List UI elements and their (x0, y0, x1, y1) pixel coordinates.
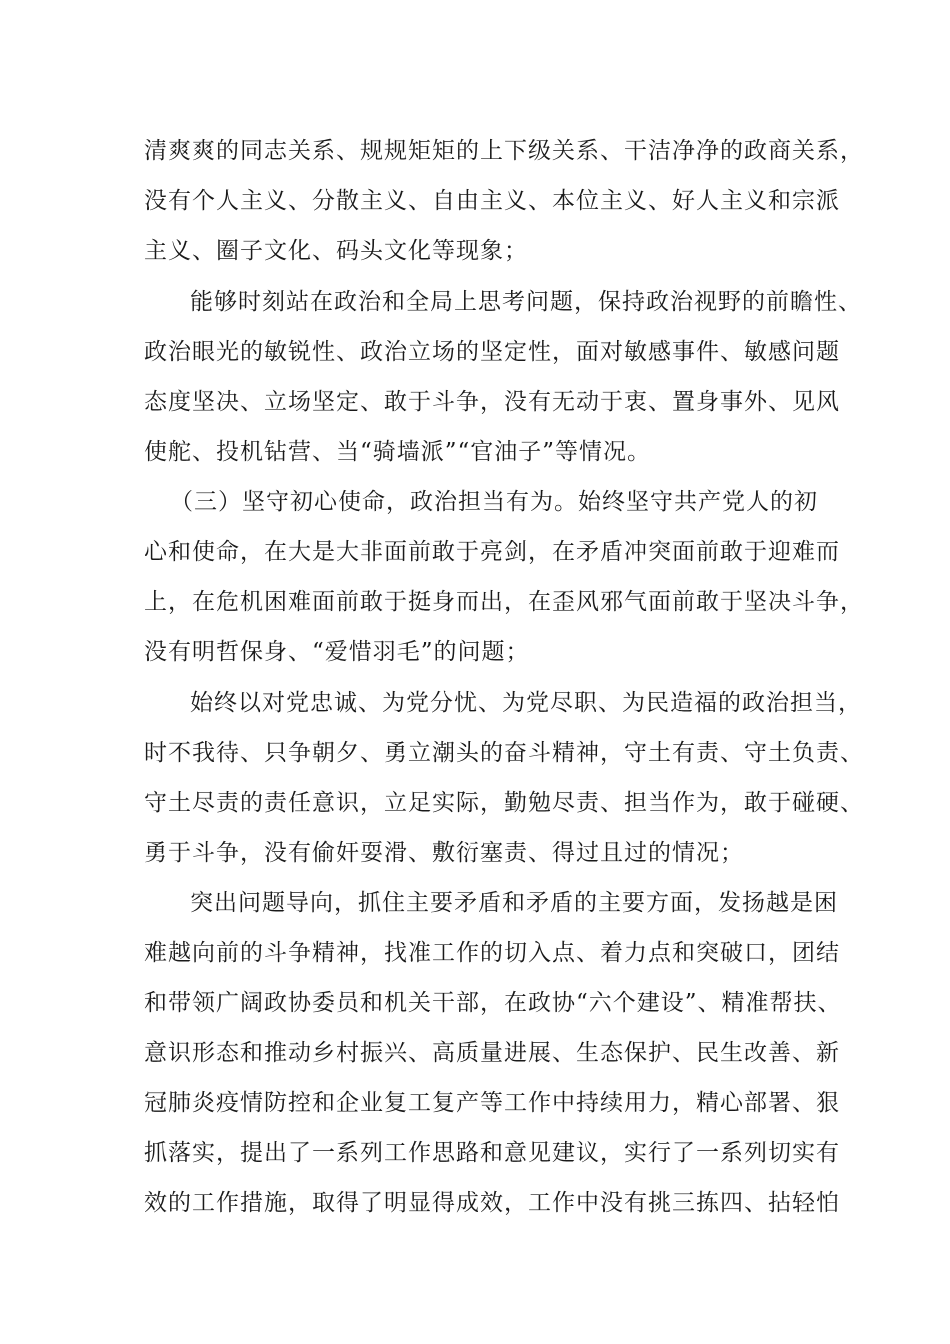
text-line: 主义、圈子文化、码头文化等现象； (144, 238, 528, 264)
text-line: 清爽爽的同志关系、规规矩矩的上下级关系、干洁净净的政商关系， (144, 138, 864, 164)
section-heading-line: （三）坚守初心使命，政治担当有为。始终坚守共产党人的初 (170, 489, 818, 515)
text-line: 没有明哲保身、“爱惜羽毛”的问题； (144, 639, 530, 665)
text-line: 冠肺炎疫情防控和企业复工复产等工作中持续用力，精心部署、狠 (144, 1090, 840, 1116)
text-line: 守土尽责的责任意识，立足实际，勤勉尽责、担当作为，敢于碰硬、 (144, 790, 864, 816)
text-line: 勇于斗争，没有偷奸耍滑、敷衍塞责、得过且过的情况； (144, 840, 744, 866)
text-line: 政治眼光的敏锐性、政治立场的坚定性，面对敏感事件、敏感问题 (144, 339, 840, 365)
paragraph-first-line: 能够时刻站在政治和全局上思考问题，保持政治视野的前瞻性、 (190, 289, 862, 315)
text-line: 效的工作措施，取得了明显得成效，工作中没有挑三拣四、拈轻怕 (144, 1190, 840, 1216)
text-line: 没有个人主义、分散主义、自由主义、本位主义、好人主义和宗派 (144, 188, 840, 214)
text-line: 态度坚决、立场坚定、敢于斗争，没有无动于衷、置身事外、见风 (144, 389, 840, 415)
text-line: 难越向前的斗争精神，找准工作的切入点、着力点和突破口，团结 (144, 940, 840, 966)
paragraph-first-line: 始终以对党忠诚、为党分忧、为党尽职、为民造福的政治担当， (190, 690, 862, 716)
text-line: 使舵、投机钻营、当“骑墙派”“官油子”等情况。 (144, 439, 652, 465)
text-line: 心和使命，在大是大非面前敢于亮剑，在矛盾冲突面前敢于迎难而 (144, 539, 840, 565)
text-line: 和带领广阔政协委员和机关干部，在政协“六个建设”、精准帮扶、 (144, 990, 842, 1016)
text-line: 时不我待、只争朝夕、勇立潮头的奋斗精神，守土有责、守土负责、 (144, 740, 864, 766)
text-line: 上，在危机困难面前敢于挺身而出，在歪风邪气面前敢于坚决斗争， (144, 589, 864, 615)
text-line: 意识形态和推动乡村振兴、高质量进展、生态保护、民生改善、新 (144, 1040, 840, 1066)
paragraph-first-line: 突出问题导向，抓住主要矛盾和矛盾的主要方面，发扬越是困 (190, 890, 838, 916)
text-line: 抓落实，提出了一系列工作思路和意见建议，实行了一系列切实有 (144, 1140, 840, 1166)
